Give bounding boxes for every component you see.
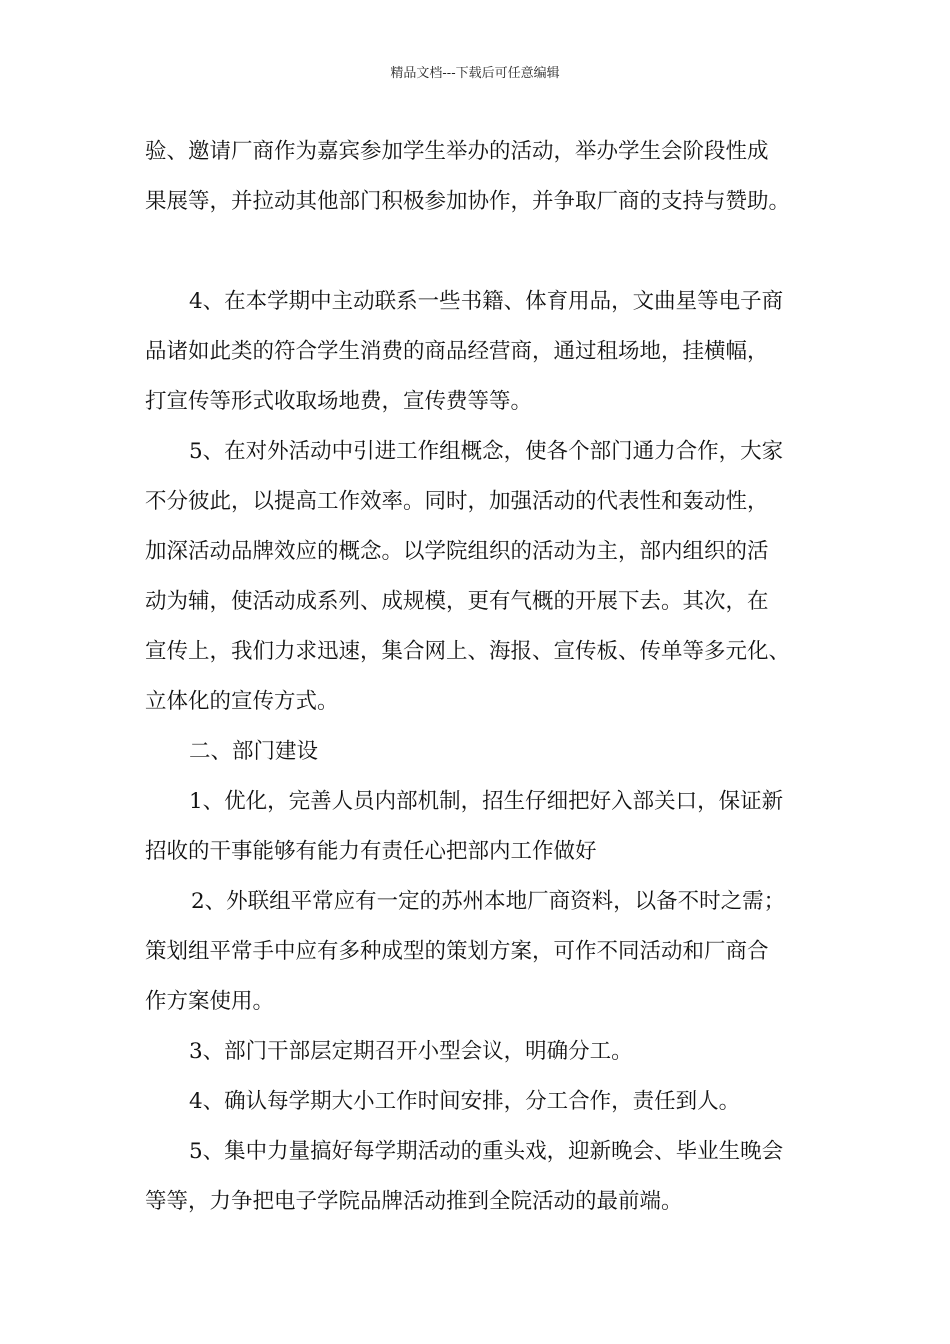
- page-header: 精品文档---下载后可任意编辑: [390, 66, 560, 81]
- text-line: 2、外联组平常应有一定的苏州本地厂商资料，以备不时之需；: [191, 889, 786, 914]
- text-line: 品诸如此类的符合学生消费的商品经营商，通过租场地，挂横幅，: [145, 339, 769, 364]
- text-line: 4、在本学期中主动联系一些书籍、体育用品，文曲星等电子商: [189, 289, 784, 314]
- text-line: 招收的干事能够有能力有责任心把部内工作做好: [145, 839, 597, 864]
- text-line: 打宣传等形式收取场地费，宣传费等等。: [145, 389, 533, 414]
- text-line: 加深活动品牌效应的概念。以学院组织的活动为主，部内组织的活: [145, 539, 769, 564]
- text-line: 动为辅，使活动成系列、成规模，更有气概的开展下去。其次，在: [145, 589, 769, 614]
- text-line: 宣传上，我们力求迅速，集合网上、海报、宣传板、传单等多元化、: [145, 639, 791, 664]
- paragraph-block-2: [145, 277, 825, 1227]
- paragraph-block-1: [145, 127, 825, 227]
- text-line: 验、邀请厂商作为嘉宾参加学生举办的活动，举办学生会阶段性成: [145, 139, 769, 164]
- text-line: 果展等，并拉动其他部门积极参加协作，并争取厂商的支持与赞助。: [145, 189, 791, 214]
- section-heading: 二、部门建设: [189, 739, 319, 764]
- text-line: 1、优化，完善人员内部机制，招生仔细把好入部关口，保证新: [189, 789, 784, 814]
- text-line: 立体化的宣传方式。: [145, 689, 339, 714]
- text-line: 策划组平常手中应有多种成型的策划方案，可作不同活动和厂商合: [145, 939, 769, 964]
- text-line: 不分彼此，以提高工作效率。同时，加强活动的代表性和轰动性，: [145, 489, 769, 514]
- text-line: 4、确认每学期大小工作时间安排，分工合作，责任到人。: [189, 1089, 741, 1114]
- text-line: 等等，力争把电子学院品牌活动推到全院活动的最前端。: [145, 1189, 683, 1214]
- text-line: 作方案使用。: [145, 989, 275, 1014]
- text-line: 3、部门干部层定期召开小型会议，明确分工。: [189, 1039, 633, 1064]
- text-line: 5、集中力量搞好每学期活动的重头戏，迎新晚会、毕业生晚会: [189, 1139, 784, 1164]
- text-line: 5、在对外活动中引进工作组概念，使各个部门通力合作，大家: [189, 439, 784, 464]
